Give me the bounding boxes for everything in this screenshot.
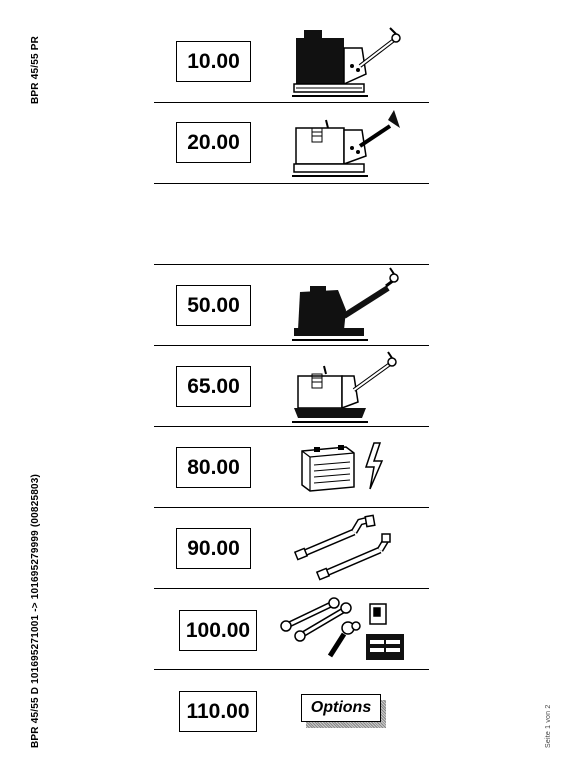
section-number-20[interactable]: 20.00 bbox=[176, 122, 251, 163]
divider bbox=[154, 264, 429, 265]
divider bbox=[154, 669, 429, 670]
plate-compactor-base-icon[interactable] bbox=[290, 348, 410, 426]
tools-keys-icon[interactable] bbox=[278, 596, 408, 666]
section-number-80[interactable]: 80.00 bbox=[176, 447, 251, 488]
divider bbox=[154, 507, 429, 508]
divider bbox=[154, 426, 429, 427]
section-number-10[interactable]: 10.00 bbox=[176, 41, 251, 82]
plate-compactor-outline-icon[interactable] bbox=[290, 106, 410, 181]
section-number-110[interactable]: 110.00 bbox=[179, 691, 257, 732]
divider bbox=[154, 102, 429, 103]
page-number: Seite 1 von 2 bbox=[545, 704, 552, 748]
section-number-100[interactable]: 100.00 bbox=[179, 610, 257, 651]
model-header: BPR 45/55 PR bbox=[30, 36, 41, 104]
hydraulic-hose-icon[interactable] bbox=[294, 514, 394, 582]
section-number-65[interactable]: 65.00 bbox=[176, 366, 251, 407]
divider bbox=[154, 183, 429, 184]
plate-compactor-filled-icon[interactable] bbox=[290, 266, 410, 344]
section-number-90[interactable]: 90.00 bbox=[176, 528, 251, 569]
battery-electric-icon[interactable] bbox=[298, 437, 388, 499]
plate-compactor-icon[interactable] bbox=[290, 26, 410, 101]
options-badge: Options bbox=[301, 694, 381, 722]
serial-range: BPR 45/55 D 101695271001 -> 101695279999 (00825803) bbox=[30, 473, 41, 748]
options-icon[interactable] bbox=[301, 694, 381, 722]
section-number-50[interactable]: 50.00 bbox=[176, 285, 251, 326]
divider bbox=[154, 588, 429, 589]
divider bbox=[154, 345, 429, 346]
